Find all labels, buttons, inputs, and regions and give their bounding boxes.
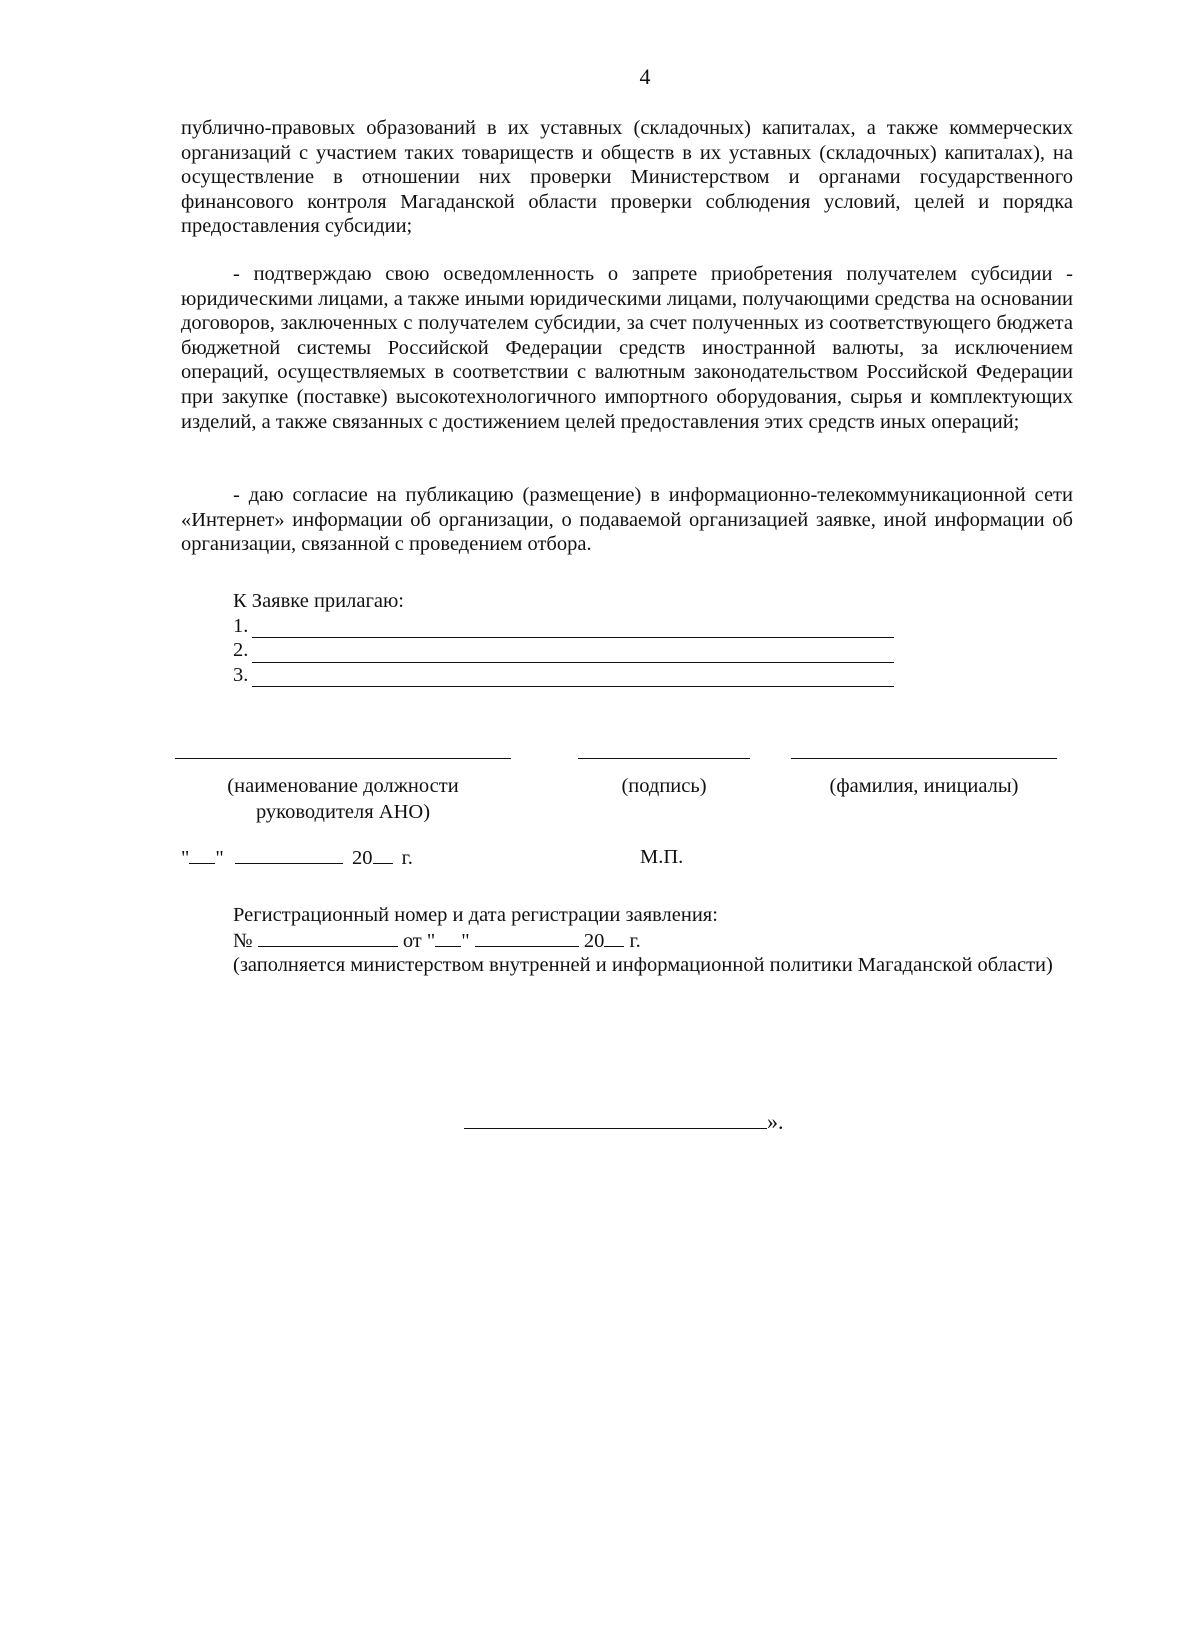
registration-number-blank [258,928,398,947]
date-line [181,845,413,870]
year-suffix: г. [629,929,641,952]
signature-caption: (подпись) [621,775,707,797]
close-quote: " [461,929,470,952]
closing-line [464,1108,784,1135]
attachment-row [233,638,894,663]
position-caption-line: руководителя АНО) [255,801,431,823]
year-prefix: 20 [352,847,373,869]
attachment-row [233,614,894,639]
paragraph-text: - подтверждаю свою осведомленность о запрете приобретения получателем субсидии - юридическими лицами, а также иными юридическими лицами, получающими средства на основании договоров, заключенных с получателем субсидии, за счет полученных из соответствующего бюджета бюджетной системы Российской Федерации средств иностранной валюты, за исключением операций, осуществляемых в соответствии с валютным законодательством Российской Федерации при закупке (поставке) высокотехнологичного импортного оборудования, сырья и комплектующих изделий, а также связанных с достижением целей предоставления этих средств иных операций; [181,263,1073,433]
attachments-label: К Заявке прилагаю: [233,590,404,612]
paragraph-text: - даю согласие на публикацию (размещение) в информационно-телекоммуникационной сети «Интернет» информации об организации, о подаваемой организацией заявке, иной информации об организации, связанной с проведением отбора. [181,484,1073,556]
attachment-number: 1. [233,614,249,637]
stamp-place: М.П. [640,846,684,868]
year-blank [604,928,624,947]
attachment-blank-line [252,644,894,663]
close-quote: " [215,847,224,869]
attachment-blank-line [252,668,894,687]
name-signature-line [791,758,1057,759]
position-caption [175,773,511,825]
paragraph-currency-acknowledgement [181,262,1073,434]
closing-blank-line [464,1108,767,1129]
position-caption-line: (наименование должности [227,775,459,797]
open-quote: " [181,847,190,869]
day-blank [189,845,215,864]
attachment-number: 3. [233,663,249,686]
paragraph-text: публично-правовых образований в их уставных (складочных) капиталах, а также коммерческих организаций с участием таких товариществ и обществ в их уставных (складочных) капиталах), на осуществление в отношении них проверки Министерством и органами государственного финансового контроля Магаданской области проверки соблюдения условий, целей и порядка предоставления субсидии; [181,117,1073,238]
year-prefix: 20 [583,929,605,952]
paragraph-consent-inspection [181,116,1073,239]
registration-block [181,903,1073,978]
open-quote: " [426,929,436,952]
number-sign: № [233,929,253,952]
attachment-row [233,663,894,688]
year-blank [373,845,393,864]
attachments-block [233,589,894,687]
attachment-number: 2. [233,639,249,662]
year-suffix: г. [401,847,413,869]
page-number: 4 [639,64,651,89]
registration-number-line [181,928,1073,954]
registration-title: Регистрационный номер и дата регистрации заявления: [233,904,718,926]
paragraph-publication-consent [181,483,1073,557]
position-signature-line [175,758,511,759]
month-blank [475,928,579,947]
day-blank [435,928,461,947]
name-caption: (фамилия, инициалы) [829,775,1019,797]
from-word: от [402,929,422,952]
registration-note: (заполняется министерством внутренней и информационной политики Магаданской области) [233,954,1053,977]
closing-mark: ». [767,1109,784,1134]
signature-line [578,758,750,759]
month-blank [235,845,343,864]
attachment-blank-line [252,619,894,638]
